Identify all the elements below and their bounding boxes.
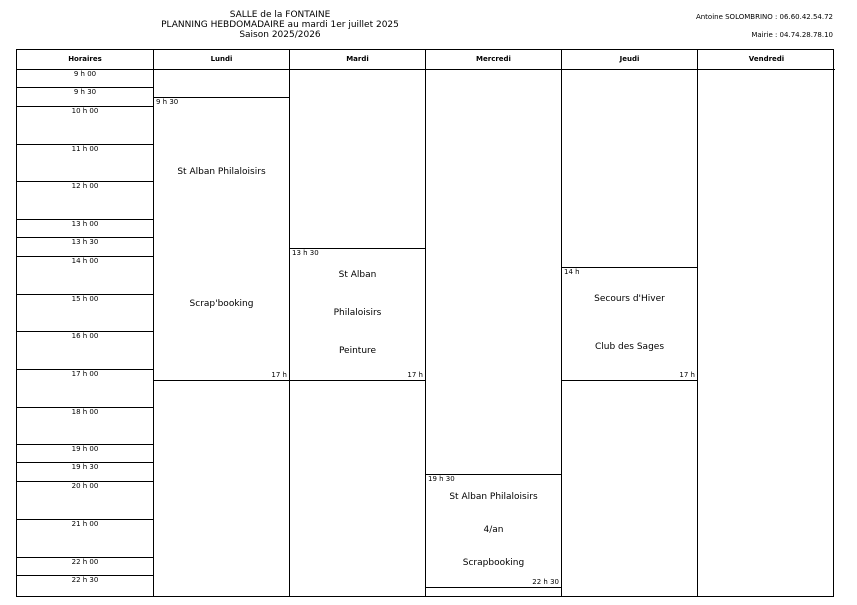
col-header-mardi: Mardi bbox=[290, 50, 425, 70]
activity-label: Peinture bbox=[338, 346, 377, 356]
col-header-mercredi: Mercredi bbox=[426, 50, 561, 70]
block-end-time: 22 h 30 bbox=[532, 578, 559, 586]
time-slot: 20 h 00 bbox=[17, 481, 153, 491]
block-end-line bbox=[426, 587, 561, 588]
block-start-time: 19 h 30 bbox=[428, 475, 455, 483]
time-slot: 16 h 00 bbox=[17, 331, 153, 341]
activity-label: St Alban bbox=[338, 270, 377, 280]
time-slot: 10 h 00 bbox=[17, 106, 153, 116]
activity-label: St Alban Philaloisirs bbox=[449, 492, 538, 502]
contact-person: Antoine SOLOMBRINO : 06.60.42.54.72 bbox=[695, 13, 833, 21]
time-slot: 21 h 00 bbox=[17, 519, 153, 529]
activity-label: St Alban Philaloisirs bbox=[177, 167, 266, 177]
block-end-time: 17 h bbox=[407, 371, 423, 379]
activity-label: Philaloisirs bbox=[333, 308, 382, 318]
block-start-time: 13 h 30 bbox=[292, 249, 319, 257]
time-slot: 19 h 30 bbox=[17, 462, 153, 472]
col-jeudi bbox=[562, 50, 698, 596]
time-slot: 12 h 00 bbox=[17, 181, 153, 191]
col-vendredi bbox=[698, 50, 835, 596]
time-slot: 13 h 00 bbox=[17, 219, 153, 229]
col-header-lundi: Lundi bbox=[154, 50, 289, 70]
block-end-line bbox=[562, 380, 697, 381]
time-slot: 9 h 30 bbox=[17, 87, 153, 97]
time-slot: 22 h 30 bbox=[17, 575, 153, 585]
activity-label: Scrapbooking bbox=[462, 558, 525, 568]
activity-label: Club des Sages bbox=[594, 342, 665, 352]
col-header-horaires: Horaires bbox=[17, 50, 153, 70]
contact-mairie: Mairie : 04.74.28.78.10 bbox=[751, 31, 833, 39]
time-slot: 18 h 00 bbox=[17, 407, 153, 417]
page-header bbox=[150, 10, 410, 40]
block-end-line bbox=[290, 380, 425, 381]
col-header-jeudi: Jeudi bbox=[562, 50, 697, 70]
schedule-grid bbox=[16, 49, 834, 597]
block-end-line bbox=[154, 380, 289, 381]
col-horaires bbox=[17, 50, 154, 596]
time-slot: 15 h 00 bbox=[17, 294, 153, 304]
activity-label: 4/an bbox=[483, 525, 504, 535]
col-mercredi bbox=[426, 50, 562, 596]
block-end-time: 17 h bbox=[679, 371, 695, 379]
activity-label: Secours d'Hiver bbox=[594, 294, 665, 304]
time-slot: 22 h 00 bbox=[17, 557, 153, 567]
planning-title: PLANNING HEBDOMADAIRE au mardi 1er juillet 2025 bbox=[161, 20, 399, 30]
col-mardi bbox=[290, 50, 426, 596]
block-start-line bbox=[562, 267, 697, 268]
season: Saison 2025/2026 bbox=[239, 30, 321, 40]
time-slot: 11 h 00 bbox=[17, 144, 153, 154]
time-slot: 13 h 30 bbox=[17, 237, 153, 247]
time-slot: 9 h 00 bbox=[17, 69, 153, 79]
block-start-time: 9 h 30 bbox=[156, 98, 179, 106]
col-lundi bbox=[154, 50, 290, 596]
hall-name: SALLE de la FONTAINE bbox=[229, 10, 331, 20]
time-slot: 17 h 00 bbox=[17, 369, 153, 379]
col-header-vendredi: Vendredi bbox=[698, 50, 835, 70]
time-slot: 19 h 00 bbox=[17, 444, 153, 454]
block-end-time: 17 h bbox=[271, 371, 287, 379]
activity-label: Scrap'booking bbox=[189, 299, 254, 309]
time-slot: 14 h 00 bbox=[17, 256, 153, 266]
block-start-time: 14 h bbox=[564, 268, 580, 276]
